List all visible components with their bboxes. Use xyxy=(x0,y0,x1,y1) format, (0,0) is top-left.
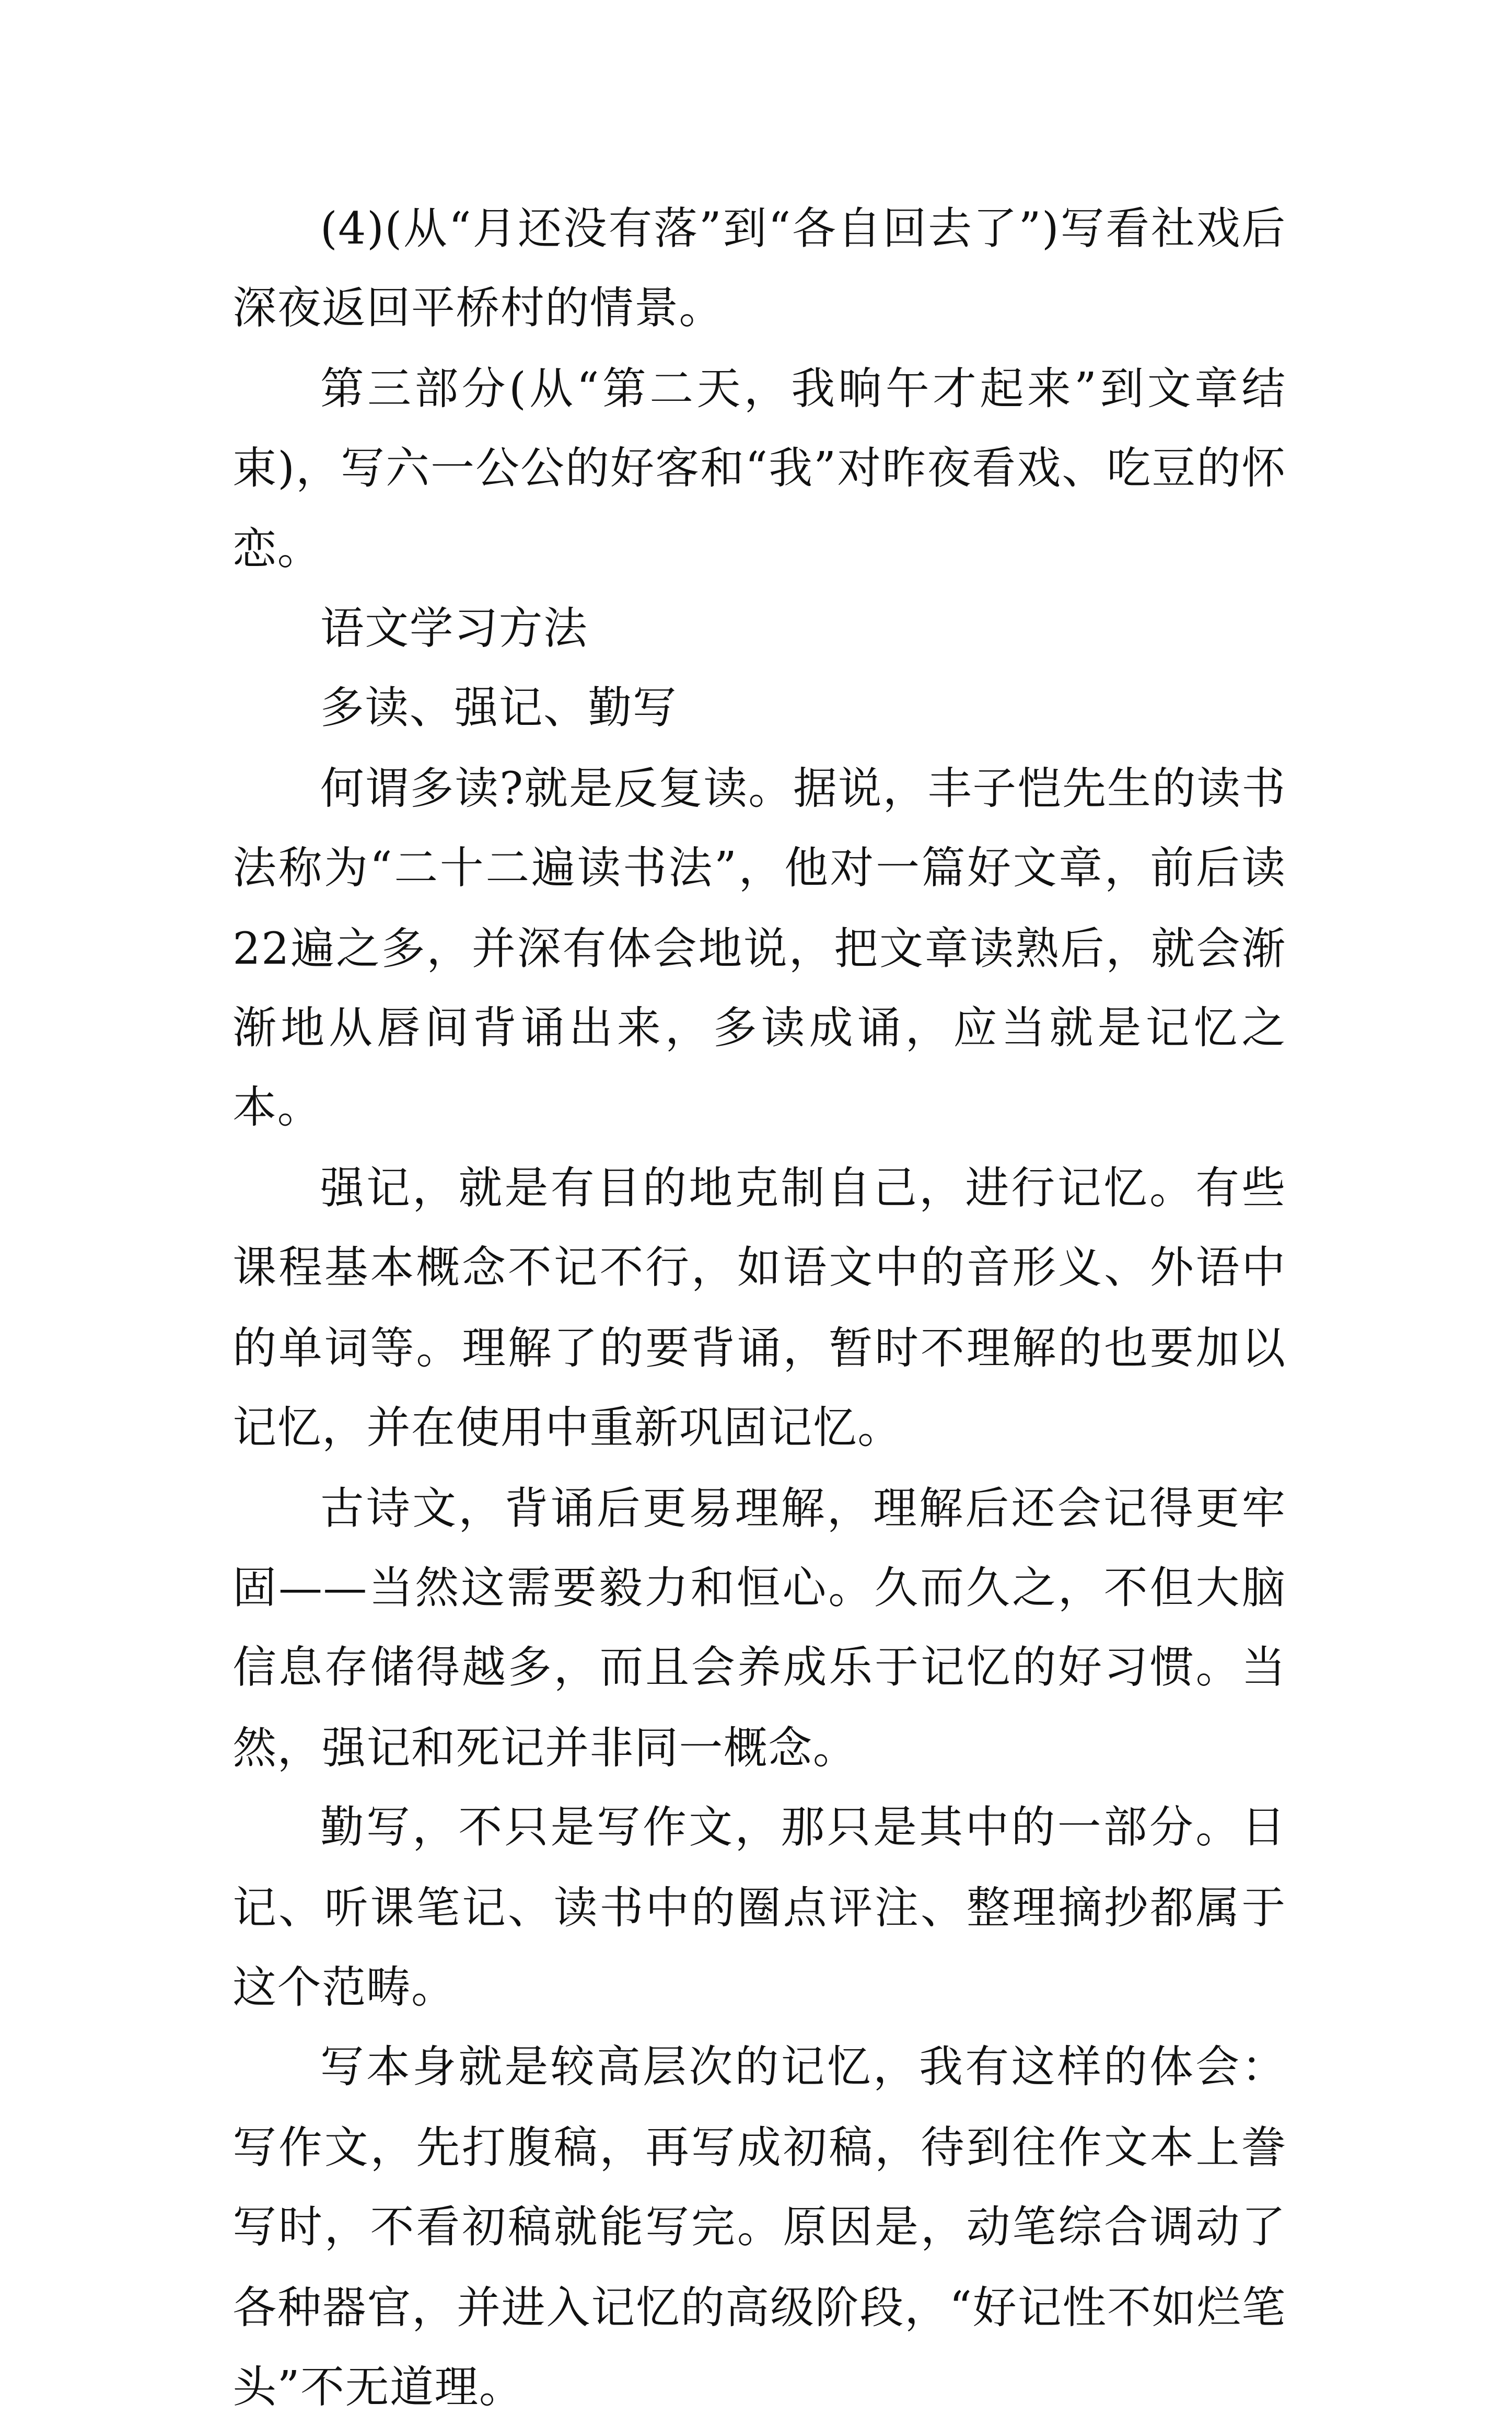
paragraph-3: 何谓多读?就是反复读。据说，丰子恺先生的读书法称为“二十二遍读书法”，他对一篇好文章，前后读22遍之多，并深有体会地说，把文章读熟后，就会渐渐地从唇间背诵出来，多读成诵，应当就是记忆之本。 xyxy=(232,762,1286,1134)
paragraph-7: 写本身就是较高层次的记忆，我有这样的体会：写作文，先打腹稿，再写成初稿，待到往作文本上誊写时，不看初稿就能写完。原因是，动笔综合调动了各种器官，并进入记忆的高级阶段，“好记性不如烂笔头”不无道理。 xyxy=(232,2041,1286,2413)
paragraph-6: 勤写，不只是写作文，那只是其中的一部分。日记、听课笔记、读书中的圈点评注、整理摘抄都属于这个范畴。 xyxy=(232,1801,1286,2014)
paragraph-2: 第三部分(从“第二天，我晌午才起来”到文章结束)，写六一公公的好客和“我”对昨夜看戏、吃豆的怀恋。 xyxy=(232,362,1286,574)
paragraph-5: 古诗文，背诵后更易理解，理解后还会记得更牢固——当然这需要毅力和恒心。久而久之，不但大脑信息存储得越多，而且会养成乐于记忆的好习惯。当然，强记和死记并非同一概念。 xyxy=(232,1482,1286,1774)
subheading: 多读、强记、勤写 xyxy=(320,682,678,734)
document-body xyxy=(232,189,1286,2427)
section-heading: 语文学习方法 xyxy=(320,602,588,654)
paragraph-4: 强记，就是有目的地克制自己，进行记忆。有些课程基本概念不记不行，如语文中的音形义、外语中的单词等。理解了的要背诵，暂时不理解的也要加以记忆，并在使用中重新巩固记忆。 xyxy=(232,1162,1286,1454)
paragraph-1: (4)(从“月还没有落”到“各自回去了”)写看社戏后深夜返回平桥村的情景。 xyxy=(232,202,1286,335)
